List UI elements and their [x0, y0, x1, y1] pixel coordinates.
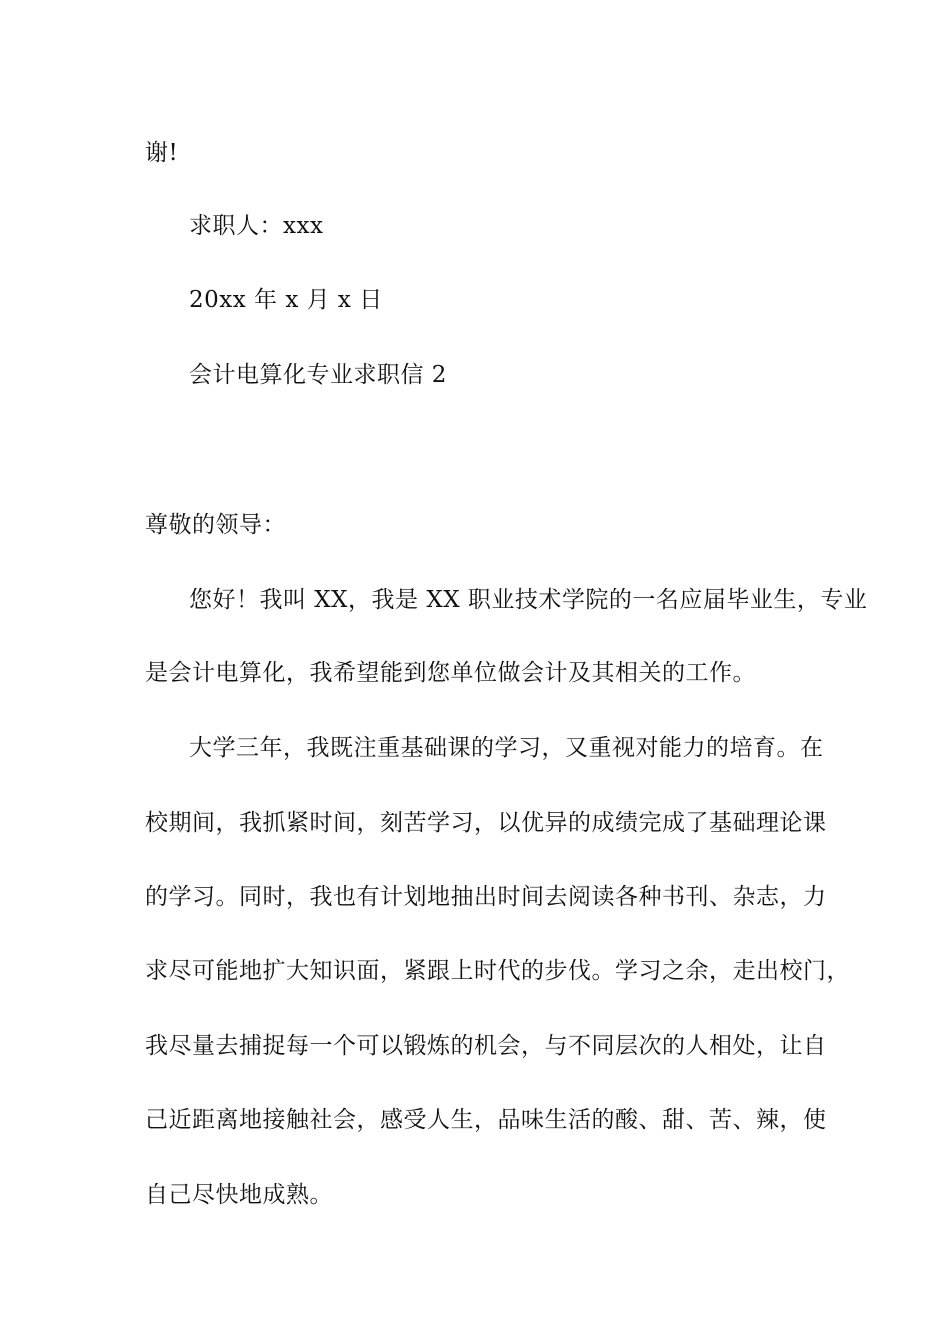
body-line: 的学习。同时，我也有计划地抽出时间去阅读各种书刊、杂志，力: [145, 884, 827, 910]
body-line: 大学三年，我既注重基础课的学习，又重视对能力的培育。在: [189, 735, 824, 761]
body-line: 您好！我叫 XX，我是 XX 职业技术学院的一名应届毕业生，专业: [189, 587, 868, 613]
body-line: 己近距离地接触社会，感受人生，品味生活的酸、甜、苦、辣，使: [145, 1107, 827, 1133]
closing-thanks: 谢!: [145, 140, 179, 166]
date-line: 20xx 年 x 月 x 日: [189, 287, 383, 313]
signature-line: 求职人：xxx: [189, 213, 324, 239]
body-line: 校期间，我抓紧时间，刻苦学习，以优异的成绩完成了基础理论课: [145, 810, 827, 836]
body-line: 自己尽快地成熟。: [145, 1182, 333, 1208]
body-line: 我尽量去捕捉每一个可以锻炼的机会，与不同层次的人相处，让自: [145, 1033, 827, 1059]
body-line: 求尽可能地扩大知识面，紧跟上时代的步伐。学习之余，走出校门，: [145, 958, 850, 984]
section-title: 会计电算化专业求职信 2: [189, 362, 447, 388]
salutation: 尊敬的领导：: [145, 512, 286, 538]
body-line: 是会计电算化，我希望能到您单位做会计及其相关的工作。: [145, 660, 756, 686]
